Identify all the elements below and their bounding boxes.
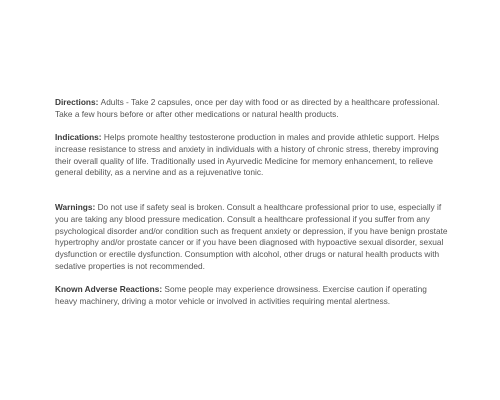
warnings-text: Do not use if safety seal is broken. Consult a healthcare professional prior to use, especially if you are taking any blood pressure medication. Consult a healthcare professional if you suffer from any psychological disorder and/or condition such as frequent anxiety or depression, if you have benign prostate hypertrophy and/or prostate cancer or if you have been diagnosed with hypoactive sexual disorder, sexual dysfunction or erectile dysfunction. Consumption with alcohol, other drugs or natural health products with sedative properties is not recommended.	[55, 202, 448, 271]
adverse-reactions-section	[55, 284, 450, 307]
warnings-section	[55, 202, 450, 272]
directions-text: Adults - Take 2 capsules, once per day with food or as directed by a healthcare professional. Take a few hours before or after other medications or natural health products.	[55, 97, 440, 119]
product-info-content	[55, 97, 450, 308]
indications-section	[55, 132, 450, 179]
adverse-reactions-text: Some people may experience drowsiness. Exercise caution if operating heavy machinery, driving a motor vehicle or involved in activities requiring mental alertness.	[55, 284, 427, 306]
adverse-reactions-label: Known Adverse Reactions:	[55, 284, 165, 295]
indications-label: Indications:	[55, 132, 104, 143]
directions-label: Directions:	[55, 97, 101, 107]
indications-text: Helps promote healthy testosterone production in males and provide athletic support. Helps increase resistance to stress and anxiety in individuals with a history of chronic stress, thereby improving their overall quality of life. Traditionally used in Ayurvedic Medicine for memory enhancement, to relieve general debility, as a nervine and as a rejuvenative tonic.	[55, 132, 440, 178]
directions-section	[55, 97, 450, 120]
warnings-label: Warnings:	[55, 202, 98, 213]
